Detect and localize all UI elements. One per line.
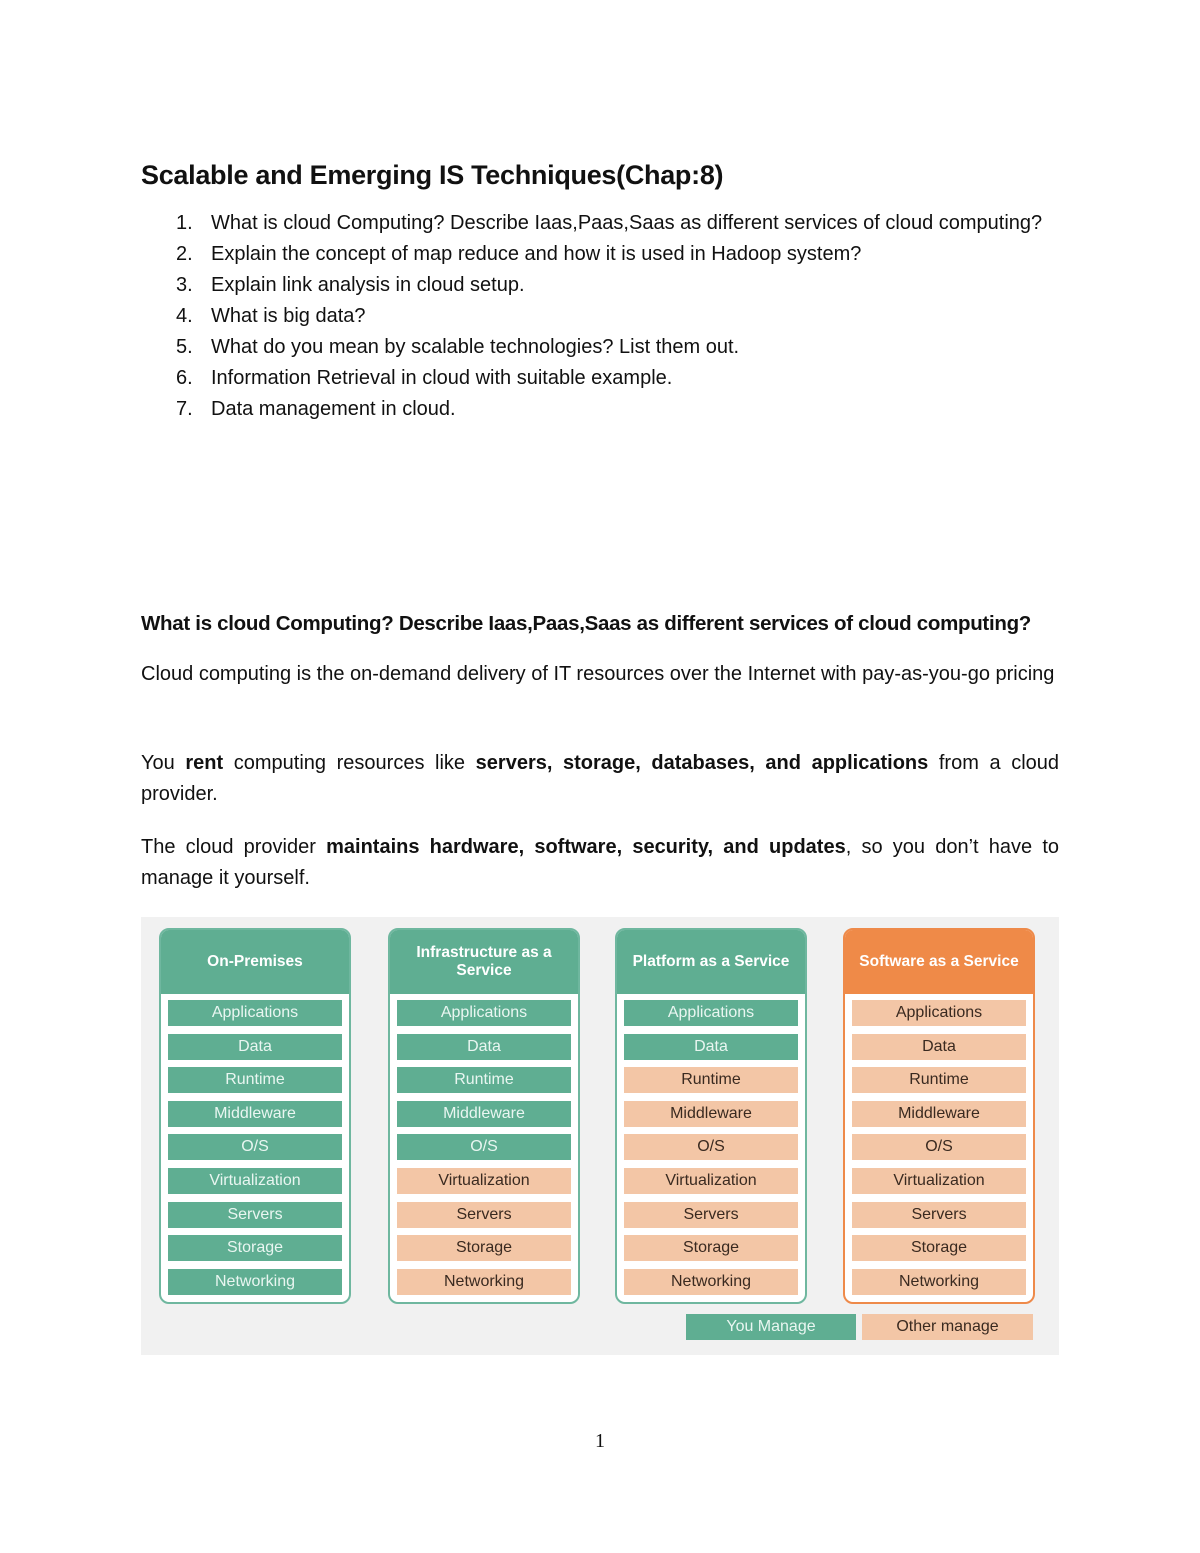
stack-layer: Data [624,1034,798,1060]
stack-layer: Servers [168,1202,342,1228]
column-saas [843,928,1035,1304]
column-header: Infrastructure as a Service [390,930,578,994]
stack-layer: Data [168,1034,342,1060]
stack-layer: Runtime [397,1067,571,1093]
paragraph-definition: Cloud computing is the on-demand delivery of IT resources over the Internet with pay-as-you-go pricing [141,663,1055,685]
stack-layer: O/S [397,1134,571,1160]
question-list [141,208,1059,425]
stack-layer: Storage [168,1235,342,1261]
cloud-service-models-diagram [141,917,1059,1355]
paragraph-rent: You rent computing resources like servers, storage, databases, and applications from a cloud provider. [141,752,1060,805]
stack-layer: Applications [624,1000,798,1026]
column-header: Software as a Service [845,930,1033,994]
column-header: Platform as a Service [617,930,805,994]
stack-layer: Storage [624,1235,798,1261]
column-iaas [388,928,580,1304]
stack-layer: Middleware [168,1101,342,1127]
list-item: 5. What do you mean by scalable technologies? List them out. [176,336,740,358]
section-heading: What is cloud Computing? Describe Iaas,Paas,Saas as different services of cloud computing? [141,612,1032,635]
stack-layer: Storage [397,1235,571,1261]
stack-layer: Applications [852,1000,1026,1026]
list-item: 2. Explain the concept of map reduce and how it is used in Hadoop system? [176,243,862,265]
stack-layer: Virtualization [852,1168,1026,1194]
stack-layer: Servers [852,1202,1026,1228]
column-header: On-Premises [161,930,349,994]
stack-layer: Networking [168,1269,342,1295]
list-item: 3. Explain link analysis in cloud setup. [176,274,525,296]
stack-layer: Applications [397,1000,571,1026]
stack-layer: Data [852,1034,1026,1060]
stack-layer: Servers [397,1202,571,1228]
stack-layer: Networking [624,1269,798,1295]
legend-other-manage: Other manage [862,1314,1033,1340]
stack-layer: Runtime [624,1067,798,1093]
legend-you-manage: You Manage [686,1314,856,1340]
stack-layer: Data [397,1034,571,1060]
stack-layer: Middleware [852,1101,1026,1127]
list-item: 1. What is cloud Computing? Describe Iaas,Paas,Saas as different services of cloud computing? [176,212,1043,234]
stack-layer: Virtualization [397,1168,571,1194]
stack-layer: Storage [852,1235,1026,1261]
stack-layer: Virtualization [624,1168,798,1194]
stack-layer: Middleware [624,1101,798,1127]
paragraph-maintenance: The cloud provider maintains hardware, software, security, and updates, so you don’t have to manage it yourself. [141,836,1060,889]
stack-layer: O/S [624,1134,798,1160]
column-paas [615,928,807,1304]
stack-layer: Virtualization [168,1168,342,1194]
stack-layer: O/S [168,1134,342,1160]
column-on-premises [159,928,351,1304]
stack-layer: O/S [852,1134,1026,1160]
stack-layer: Runtime [852,1067,1026,1093]
stack-layer: Runtime [168,1067,342,1093]
document-title: Scalable and Emerging IS Techniques(Chap:8) [141,160,724,190]
list-item: 7. Data management in cloud. [176,398,456,420]
list-item: 4. What is big data? [176,305,366,327]
stack-layer: Networking [852,1269,1026,1295]
stack-layer: Applications [168,1000,342,1026]
stack-layer: Middleware [397,1101,571,1127]
stack-layer: Servers [624,1202,798,1228]
page-number: 1 [595,1430,605,1452]
list-item: 6. Information Retrieval in cloud with suitable example. [176,367,673,389]
stack-layer: Networking [397,1269,571,1295]
